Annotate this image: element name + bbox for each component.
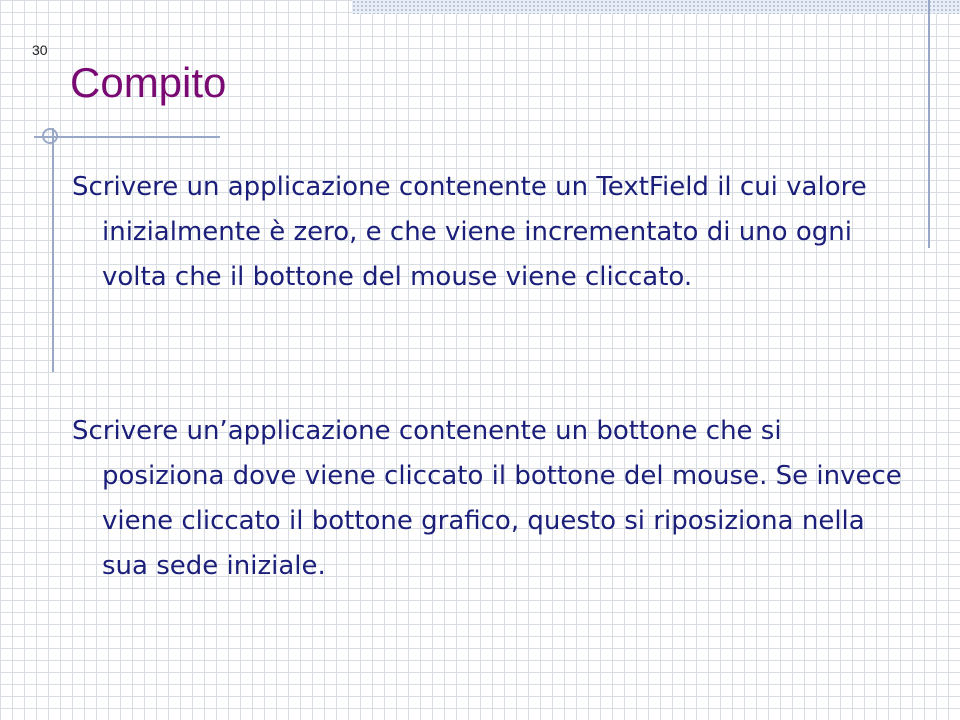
body-paragraph-1: Scrivere un applicazione contenente un TextField il cui valore inizialmente è zero, e che viene incrementato di uno ogni volta che il bottone del mouse viene cliccato. xyxy=(72,172,867,292)
right-decorative-line xyxy=(928,0,930,248)
title-underline-decoration xyxy=(34,136,220,138)
slide-title: Compito xyxy=(70,59,227,106)
top-decorative-band xyxy=(352,0,960,14)
slide-number: 30 xyxy=(32,42,48,58)
circle-ornament-icon xyxy=(42,128,58,144)
body-paragraph-2: Scrivere un’applicazione contenente un bottone che si posiziona dove viene cliccato il bottone del mouse. Se invece viene cliccato il bottone grafico, questo si riposiziona nella sua sede iniziale. xyxy=(72,416,902,581)
left-decorative-line xyxy=(52,128,54,372)
